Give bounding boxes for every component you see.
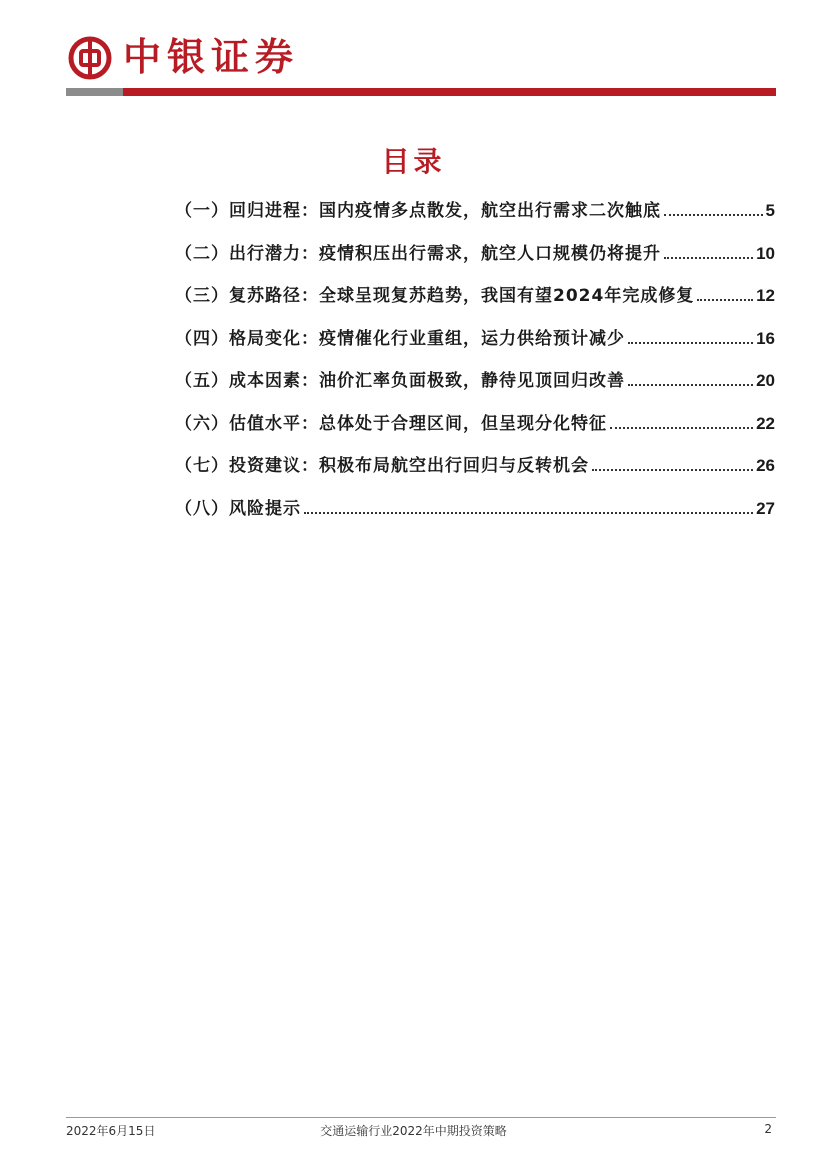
- toc-entry-page: 27: [756, 498, 775, 518]
- toc-leader-dots: [664, 214, 763, 216]
- toc-entry-page: 5: [765, 201, 775, 220]
- toc-leader-dots: [610, 427, 753, 429]
- toc-entry[interactable]: [175, 366, 775, 409]
- toc-leader-dots: [697, 299, 753, 301]
- toc-entry[interactable]: [175, 451, 775, 494]
- toc-entry-label: （六）估值水平：总体处于合理区间，但呈现分化特征: [175, 413, 607, 434]
- toc-entry-label: （八）风险提示: [175, 498, 301, 519]
- footer-report-title: 交通运输行业2022年中期投资策略: [320, 1124, 507, 1138]
- toc-entry[interactable]: [175, 239, 775, 282]
- toc-entry[interactable]: [175, 324, 775, 367]
- bank-of-china-logo-icon: [68, 36, 112, 80]
- footer-page-number: 2: [764, 1122, 772, 1136]
- toc-entry[interactable]: [175, 409, 775, 452]
- toc-leader-dots: [628, 342, 753, 344]
- footer-date: 2022年6月15日: [66, 1124, 156, 1138]
- table-of-contents: [175, 196, 775, 536]
- toc-entry-label: （七）投资建议：积极布局航空出行回归与反转机会: [175, 456, 589, 476]
- toc-entry-label: （五）成本因素：油价汇率负面极致，静待见顶回归改善: [175, 371, 625, 391]
- toc-entry[interactable]: [175, 494, 775, 537]
- header-rule-gray: [66, 88, 123, 96]
- toc-entry-page: 16: [756, 328, 775, 348]
- toc-entry-label: （二）出行潜力：疫情积压出行需求，航空人口规模仍将提升: [175, 243, 661, 264]
- toc-entry-label: （三）复苏路径：全球呈现复苏趋势，我国有望2024年完成修复: [175, 286, 695, 306]
- header-rule-red: [123, 88, 776, 96]
- toc-leader-dots: [628, 384, 753, 386]
- toc-entry-page: 26: [756, 456, 775, 475]
- toc-entry-label: （一）回归进程：国内疫情多点散发，航空出行需求二次触底: [175, 201, 661, 221]
- footer-rule: [66, 1117, 776, 1118]
- toc-leader-dots: [592, 469, 753, 471]
- toc-entry-page: 22: [756, 413, 775, 433]
- toc-title: 目录: [381, 145, 446, 178]
- toc-entry-page: 20: [756, 371, 775, 390]
- toc-entry[interactable]: [175, 196, 775, 239]
- toc-leader-dots: [304, 512, 753, 514]
- toc-entry-page: 12: [756, 286, 775, 305]
- toc-leader-dots: [664, 257, 753, 259]
- toc-entry[interactable]: [175, 281, 775, 324]
- toc-entry-page: 10: [756, 243, 775, 263]
- brand-name: 中银证券: [123, 34, 300, 79]
- toc-entry-label: （四）格局变化：疫情催化行业重组，运力供给预计减少: [175, 328, 625, 349]
